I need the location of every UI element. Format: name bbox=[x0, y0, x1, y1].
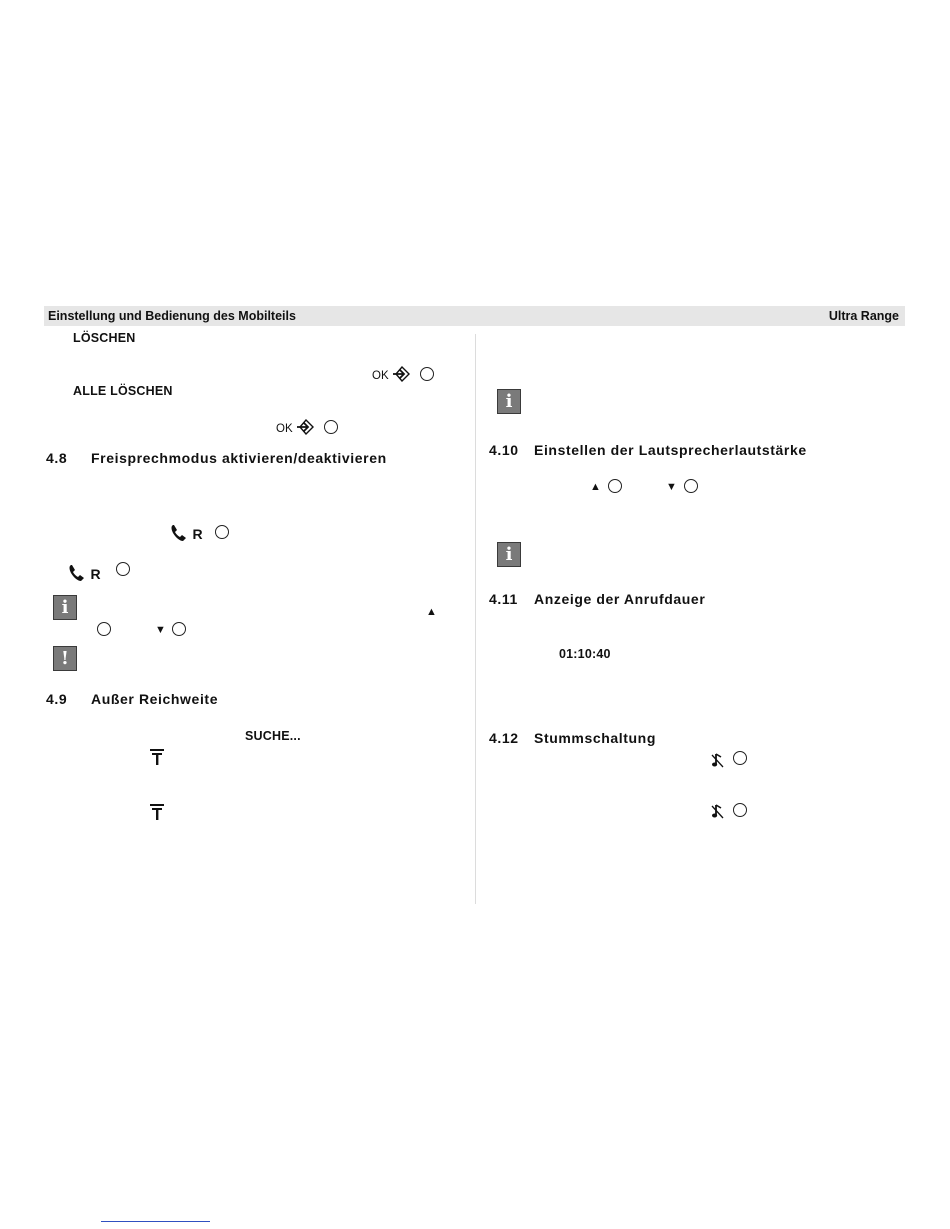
column-divider bbox=[475, 334, 476, 904]
section-title: Anzeige der Anrufdauer bbox=[534, 591, 706, 607]
arrow-up-icon: ▲ bbox=[426, 606, 437, 618]
header-right-title: Ultra Range bbox=[828, 309, 899, 323]
section-number: 4.10 bbox=[489, 442, 519, 458]
ok-key-2 bbox=[276, 419, 315, 437]
info-icon: i bbox=[497, 542, 521, 567]
key-circle bbox=[733, 803, 747, 817]
phone-icon bbox=[68, 564, 86, 582]
arrow-up-icon: ▲ bbox=[590, 481, 601, 493]
antenna-icon bbox=[150, 749, 164, 765]
ok-label: OK bbox=[276, 423, 293, 435]
handsfree-key-1 bbox=[170, 524, 203, 544]
warning-icon: ! bbox=[53, 646, 77, 671]
key-circle bbox=[116, 562, 130, 576]
section-heading-4-8 bbox=[46, 450, 387, 466]
arrow-down-icon: ▼ bbox=[666, 481, 677, 493]
alle-loeschen-label: ALLE LÖSCHEN bbox=[73, 384, 173, 398]
ok-label: OK bbox=[372, 370, 389, 382]
section-heading-4-11 bbox=[489, 591, 705, 607]
section-number: 4.9 bbox=[46, 691, 68, 707]
phone-icon bbox=[170, 524, 188, 542]
info-icon: i bbox=[53, 595, 77, 620]
key-circle bbox=[324, 420, 338, 434]
arrow-down-icon: ▼ bbox=[155, 624, 166, 636]
section-number: 4.8 bbox=[46, 450, 68, 466]
suche-label: SUCHE... bbox=[245, 729, 301, 743]
key-circle bbox=[97, 622, 111, 636]
key-circle bbox=[608, 479, 622, 493]
section-title: Stummschaltung bbox=[534, 730, 656, 746]
key-circle bbox=[684, 479, 698, 493]
bottom-link-underline bbox=[101, 1221, 210, 1222]
section-title: Einstellen der Lautsprecherlautstärke bbox=[534, 442, 807, 458]
key-circle bbox=[420, 367, 434, 381]
section-heading-4-12 bbox=[489, 730, 656, 746]
page-header bbox=[44, 306, 905, 326]
r-key-label: R bbox=[90, 566, 101, 582]
enter-arrow-icon bbox=[393, 366, 411, 382]
call-duration-display: 01:10:40 bbox=[559, 647, 611, 661]
section-title: Außer Reichweite bbox=[91, 691, 219, 707]
header-left-title: Einstellung und Bedienung des Mobilteils bbox=[48, 309, 296, 323]
key-circle bbox=[733, 751, 747, 765]
section-heading-4-10 bbox=[489, 442, 807, 458]
mute-icon bbox=[711, 803, 725, 819]
key-circle bbox=[215, 525, 229, 539]
loeschen-label: LÖSCHEN bbox=[73, 331, 136, 345]
section-number: 4.12 bbox=[489, 730, 519, 746]
r-key-label: R bbox=[192, 526, 203, 542]
section-heading-4-9 bbox=[46, 691, 218, 707]
antenna-icon bbox=[150, 804, 164, 820]
section-number: 4.11 bbox=[489, 591, 518, 607]
handsfree-key-2 bbox=[68, 564, 101, 584]
mute-icon bbox=[711, 752, 725, 768]
info-icon: i bbox=[497, 389, 521, 414]
key-circle bbox=[172, 622, 186, 636]
enter-arrow-icon bbox=[297, 419, 315, 435]
ok-key-1 bbox=[372, 366, 411, 384]
section-title: Freisprechmodus aktivieren/deaktivieren bbox=[91, 450, 387, 466]
